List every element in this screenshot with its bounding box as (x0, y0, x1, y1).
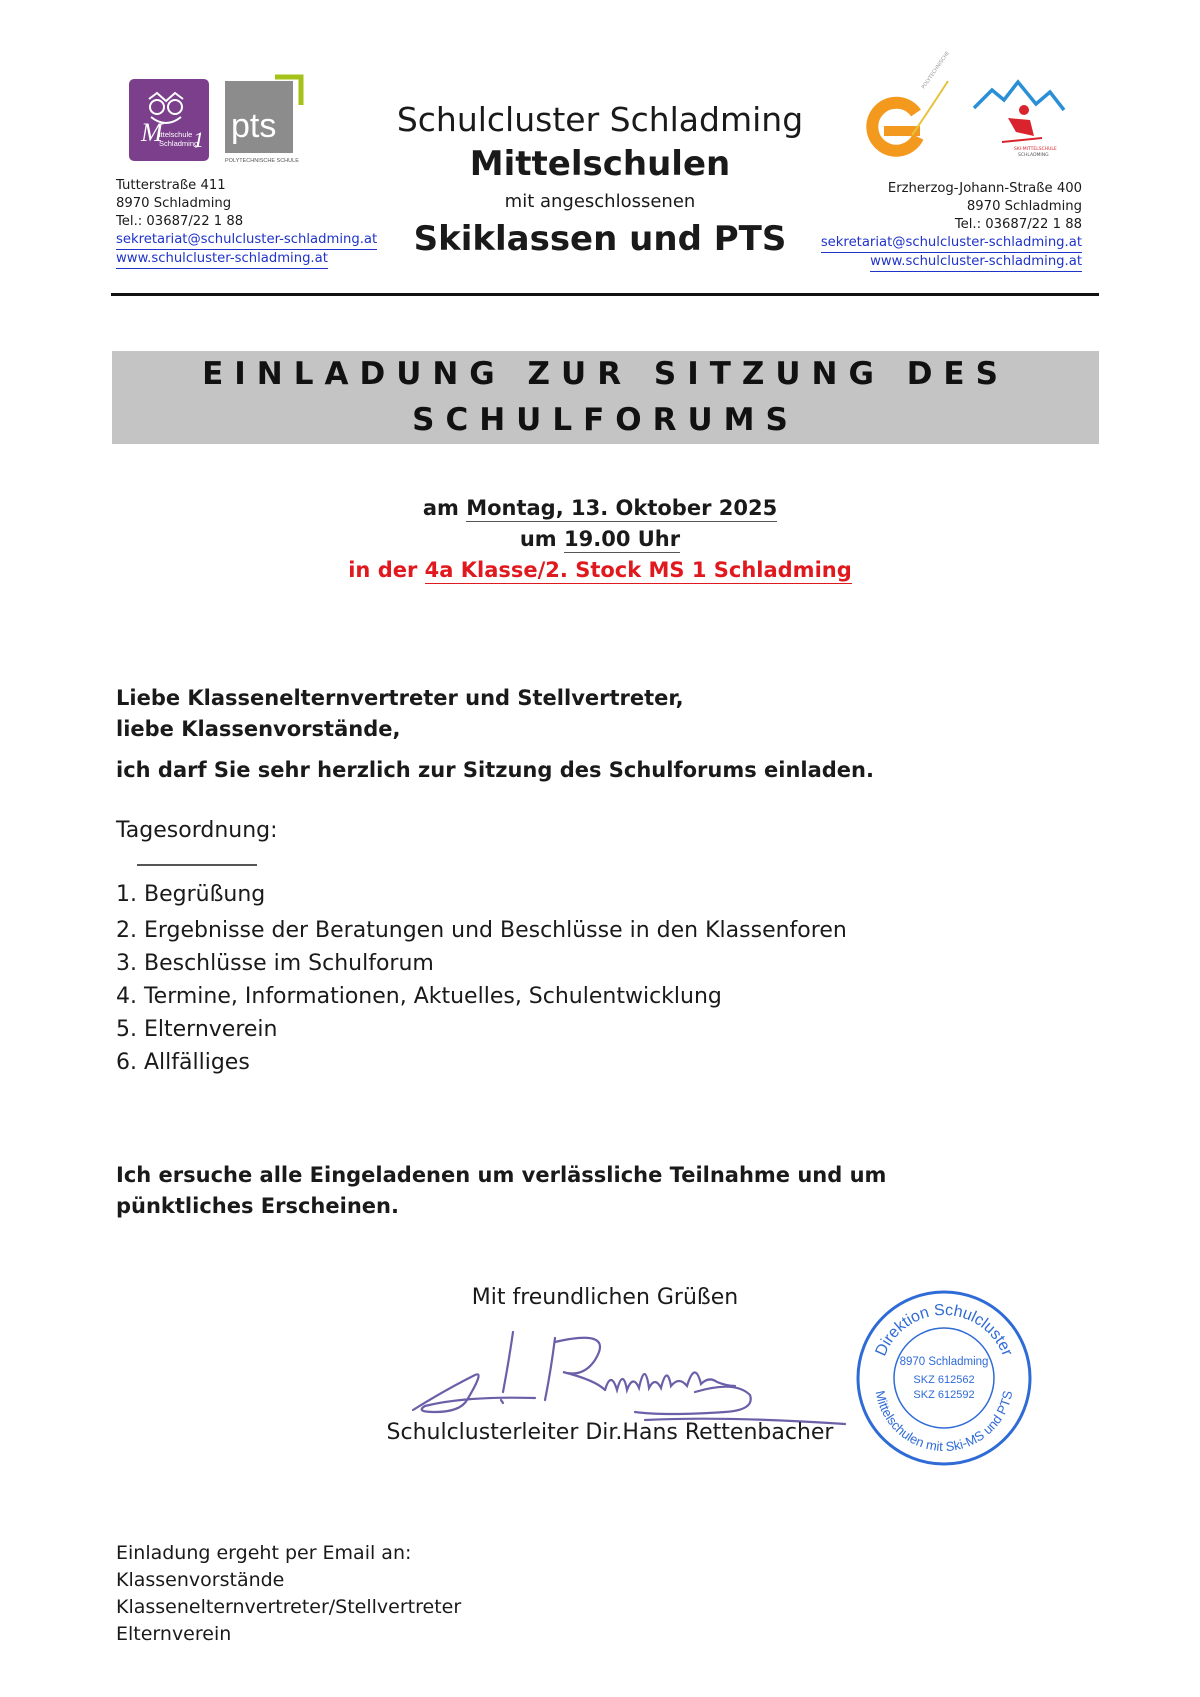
signer-name: Schulclusterleiter Dir.Hans Rettenbacher (386, 1420, 834, 1445)
school-extras: Skiklassen und PTS (413, 219, 787, 259)
header-divider (111, 293, 1099, 296)
svg-text:SCHLADMING: SCHLADMING (1018, 153, 1049, 158)
svg-text:Schladming: Schladming (159, 139, 199, 148)
left-phone: Tel.: 03687/22 1 88 (116, 214, 244, 229)
regards: Mit freundlichen Grüßen (471, 1285, 739, 1310)
stamp-skz-2: SKZ 612592 (913, 1389, 975, 1401)
left-street: Tutterstraße 411 (116, 178, 226, 193)
distribution-list (116, 1540, 461, 1648)
agenda-item: 1. Begrüßung (116, 882, 266, 907)
meeting-time-line: um 19.00 Uhr (519, 527, 681, 551)
agenda-item: 4. Termine, Informationen, Aktuelles, Schulentwicklung (116, 984, 722, 1009)
distribution-item: Klassenelternvertreter/Stellvertreter (116, 1596, 462, 1618)
school-stamp (853, 1287, 1035, 1469)
ski-mountain-logo-icon (972, 80, 1064, 160)
banner-line-2: SCHULFORUMS (412, 402, 799, 438)
right-address-block (821, 180, 1082, 272)
meeting-place: 4a Klasse/2. Stock MS 1 Schladming (424, 558, 852, 582)
pts-logo-icon (225, 77, 301, 163)
school-type: Mittelschulen (469, 144, 731, 184)
svg-text:POLYTECHNISCHE: POLYTECHNISCHE (920, 50, 952, 91)
banner-line-1: EINLADUNG ZUR SITZUNG DES (202, 356, 1009, 392)
svg-text:Direktion Schulcluster (873, 1302, 1016, 1359)
right-web-link[interactable]: www.schulcluster-schladming.at (821, 253, 1082, 272)
distribution-item: Klassenvorstände (116, 1569, 285, 1591)
invitation-text: ich darf Sie sehr herzlich zur Sitzung des Schulforums einladen. (116, 758, 874, 782)
salutation (116, 683, 684, 745)
round-stamp-icon (853, 1287, 1035, 1469)
greeting-line-1: Liebe Klassenelternvertreter und Stellvertreter, (116, 686, 684, 710)
svg-text:POLYTECHNISCHE SCHULE: POLYTECHNISCHE SCHULE (225, 158, 299, 164)
svg-text:pts: pts (231, 107, 277, 145)
stamp-bottom-text: Mittelschulen mit Ski-MS und PTS (872, 1389, 1016, 1455)
school-subline: mit angeschlossenen (504, 191, 696, 212)
svg-text:SKI-MITTELSCHULE: SKI-MITTELSCHULE (1014, 147, 1057, 152)
stamp-skz-1: SKZ 612562 (913, 1374, 975, 1386)
school-name: Schulcluster Schladming (396, 100, 804, 139)
meeting-place-line: in der 4a Klasse/2. Stock MS 1 Schladming (348, 558, 852, 582)
meeting-date-line: am Montag, 13. Oktober 2025 (422, 496, 778, 520)
poly-logo (866, 50, 958, 165)
left-address-block (116, 177, 377, 269)
pts-logo (225, 77, 301, 163)
owl-logo-icon (129, 79, 209, 161)
agenda-list (116, 878, 847, 1079)
stamp-top-text: Direktion Schulcluster (872, 1301, 1016, 1359)
right-city: 8970 Schladming (966, 199, 1082, 214)
svg-text:1: 1 (193, 127, 204, 152)
meeting-time: 19.00 Uhr (564, 527, 681, 551)
left-web-link[interactable]: www.schulcluster-schladming.at (116, 250, 377, 269)
school-header (380, 98, 820, 260)
meeting-details (300, 493, 900, 586)
e-logo-icon (866, 50, 958, 165)
left-email-link[interactable]: sekretariat@schulcluster-schladming.at (116, 231, 377, 250)
right-street: Erzherzog-Johann-Straße 400 (887, 181, 1082, 196)
agenda-underline (137, 864, 257, 866)
agenda-item: 3. Beschlüsse im Schulforum (116, 951, 434, 976)
greeting-line-2: liebe Klassenvorstände, (116, 717, 401, 741)
agenda-item: 6. Allfälliges (116, 1050, 250, 1075)
stamp-city: 8970 Schladming (899, 1356, 989, 1368)
ski-ms-logo (972, 80, 1064, 160)
distribution-item: Elternverein (116, 1623, 232, 1645)
closing-request: Ich ersuche alle Eingeladenen um verlässliche Teilnahme und um pünktliches Erscheinen. (116, 1163, 887, 1218)
svg-text:M: M (141, 118, 163, 147)
agenda-item: 2. Ergebnisse der Beratungen und Beschlüsse in den Klassenforen (116, 918, 847, 943)
ms1-logo (129, 79, 209, 161)
distribution-intro: Einladung ergeht per Email an: (116, 1542, 412, 1564)
left-city: 8970 Schladming (116, 196, 232, 211)
svg-text:ittelschule: ittelschule (159, 130, 193, 139)
title-banner (112, 351, 1099, 444)
meeting-date: Montag, 13. Oktober 2025 (466, 496, 778, 520)
agenda-item: 5. Elternverein (116, 1017, 278, 1042)
agenda-title: Tagesordnung: (116, 818, 278, 843)
right-phone: Tel.: 03687/22 1 88 (954, 217, 1082, 232)
right-email-link[interactable]: sekretariat@schulcluster-schladming.at (821, 234, 1082, 253)
